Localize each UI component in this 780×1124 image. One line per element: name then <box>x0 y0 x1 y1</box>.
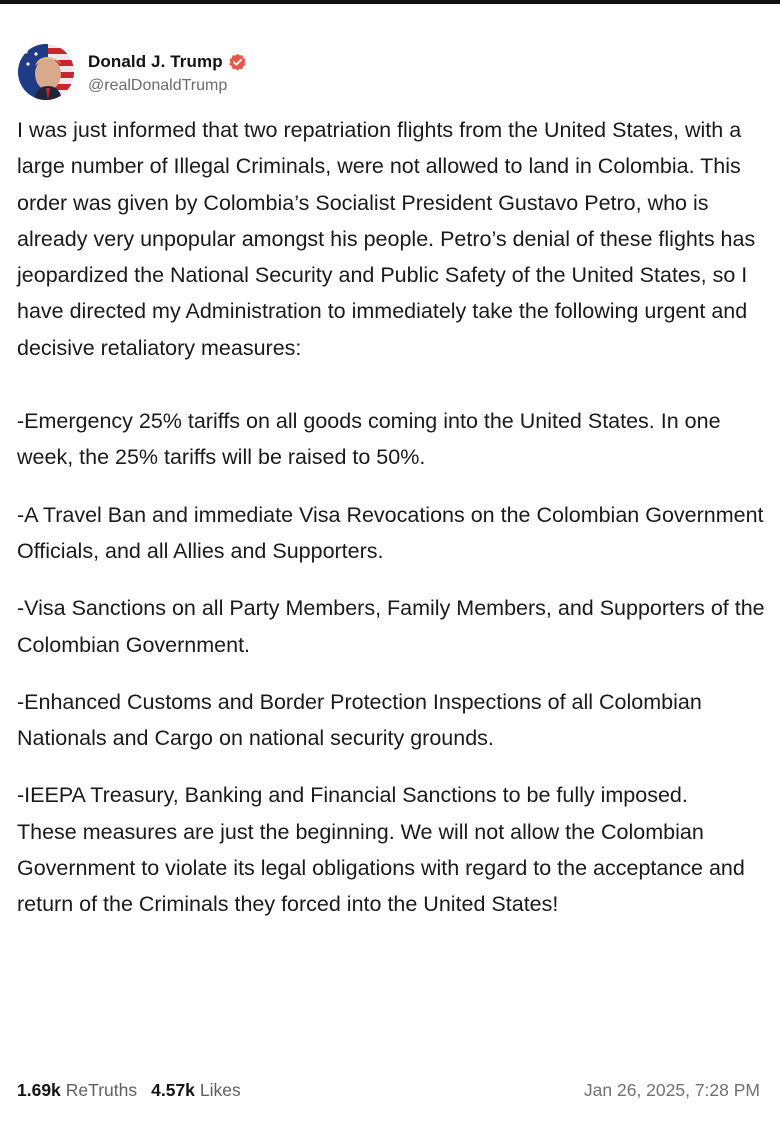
likes-label: Likes <box>199 1080 241 1100</box>
measure-item: -Emergency 25% tariffs on all goods coming into the United States. In one week, the 25% tariffs will be raised to 50%. <box>17 409 721 470</box>
avatar[interactable] <box>18 44 74 100</box>
post-intro: I was just informed that two repatriation flights from the United States, with a large number of Illegal Criminals, were not allowed to land in Colombia. This order was given by Colombia’s Socialist President Gustavo Petro, who is already very unpopular amongst his people. Petro’s denial of these flights has jeopardized the National Security and Public Safety of the United States, so I have directed my Administration to immediately take the following urgent and decisive retaliatory measures: <box>17 118 756 360</box>
measure-item: -Enhanced Customs and Border Protection Inspections of all Colombian Nationals and Cargo on national security grounds. <box>17 689 702 751</box>
post-header <box>18 42 247 102</box>
post-timestamp[interactable]: Jan 26, 2025, 7:28 PM <box>583 1080 760 1100</box>
retruths-label: ReTruths <box>65 1080 138 1100</box>
retruths-count: 1.69k <box>17 1080 61 1100</box>
avatar-image <box>18 44 74 100</box>
author-handle[interactable]: @realDonaldTrump <box>88 77 228 94</box>
author-info <box>88 49 247 95</box>
measure-item: -A Travel Ban and immediate Visa Revocations on the Colombian Government Officials, and all Allies and Supporters. <box>17 502 764 563</box>
retruths-stat[interactable] <box>17 1080 137 1101</box>
display-name-row <box>88 49 247 75</box>
likes-count: 4.57k <box>151 1080 195 1100</box>
post-stats <box>17 1080 241 1101</box>
post-footer <box>17 1080 760 1101</box>
verified-badge-icon <box>228 53 247 72</box>
post-body <box>17 112 769 923</box>
measure-item: -Visa Sanctions on all Party Members, Family Members, and Supporters of the Colombian Government. <box>17 596 765 657</box>
display-name[interactable]: Donald J. Trump <box>88 52 223 71</box>
top-border <box>0 0 780 4</box>
measures-list <box>17 403 769 814</box>
measure-item: -IEEPA Treasury, Banking and Financial Sanctions to be fully imposed. <box>17 783 688 808</box>
likes-stat[interactable] <box>151 1080 241 1101</box>
post-closing: These measures are just the beginning. We will not allow the Colombian Government to violate its legal obligations with regard to the acceptance and return of the Criminals they forced into the United States! <box>17 819 745 917</box>
